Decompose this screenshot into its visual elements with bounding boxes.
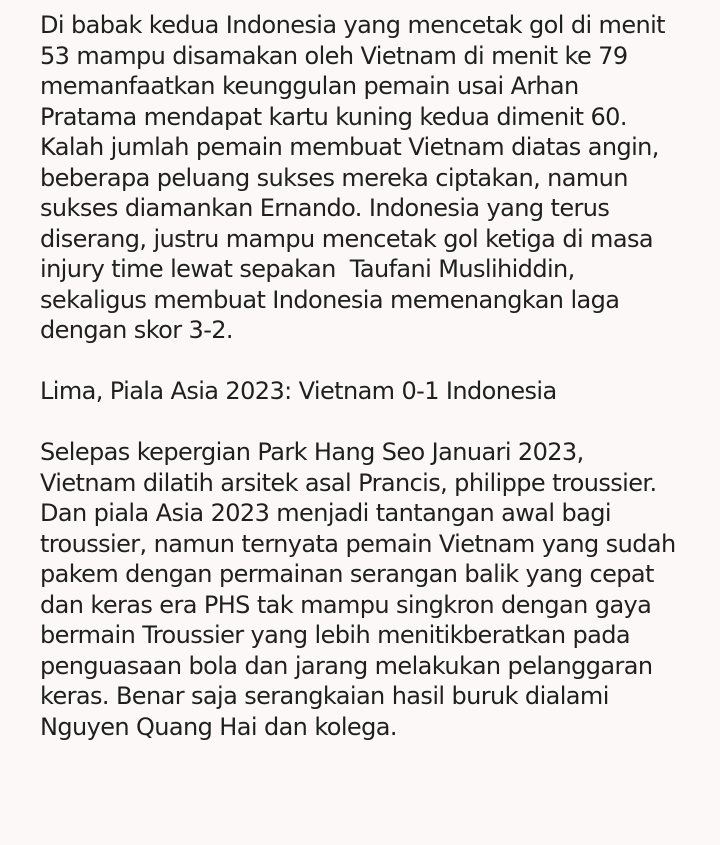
text-line: memanfaatkan keunggulan pemain usai Arhan — [40, 72, 579, 100]
text-line: dan keras era PHS tak mampu singkron dengan gaya — [40, 590, 652, 619]
text-line: sukses diamankan Ernando. Indonesia yang terus — [40, 194, 610, 222]
text-line: Di babak kedua Indonesia yang mencetak gol di menit — [40, 11, 665, 39]
paragraph-background — [40, 437, 710, 742]
text-line: keras. Benar saja serangkaian hasil buruk dialami — [40, 682, 609, 710]
text-line: diserang, justru mampu mencetak gol ketiga di masa — [40, 224, 653, 253]
text-line: troussier, namun ternyata pemain Vietnam yang sudah — [40, 529, 676, 558]
text-line: Selepas kepergian Park Hang Seo Januari 2023, — [40, 438, 584, 466]
section-heading: Lima, Piala Asia 2023: Vietnam 0-1 Indonesia — [40, 377, 557, 405]
text-line: pakem dengan permainan serangan balik yang cepat — [40, 560, 654, 588]
paragraph-spacer — [40, 346, 710, 377]
text-line: dengan skor 3-2. — [40, 316, 233, 344]
text-line: beberapa peluang sukses mereka ciptakan, namun — [40, 163, 628, 192]
text-line: Dan piala Asia 2023 menjadi tantangan awal bagi — [40, 499, 611, 527]
text-line: Pratama mendapat kartu kuning kedua dimenit 60. — [40, 102, 627, 131]
text-line: bermain Troussier yang lebih menitikberatkan pada — [40, 621, 630, 649]
text-line: Nguyen Quang Hai dan kolega. — [40, 712, 397, 741]
text-line: Vietnam dilatih arsitek asal Prancis, philippe troussier. — [40, 468, 657, 497]
text-line: Kalah jumlah pemain membuat Vietnam diatas angin, — [40, 133, 659, 161]
text-line: penguasaan bola dan jarang melakukan pelanggaran — [40, 651, 653, 680]
paragraph-spacer — [40, 407, 710, 438]
article-body — [40, 10, 710, 742]
paragraph-match-report — [40, 10, 710, 346]
text-line: 53 mampu disamakan oleh Vietnam di menit ke 79 — [40, 41, 628, 70]
text-line: injury time lewat sepakan Taufani Muslihiddin, — [40, 255, 575, 283]
text-line: sekaligus membuat Indonesia memenangkan laga — [40, 285, 620, 314]
